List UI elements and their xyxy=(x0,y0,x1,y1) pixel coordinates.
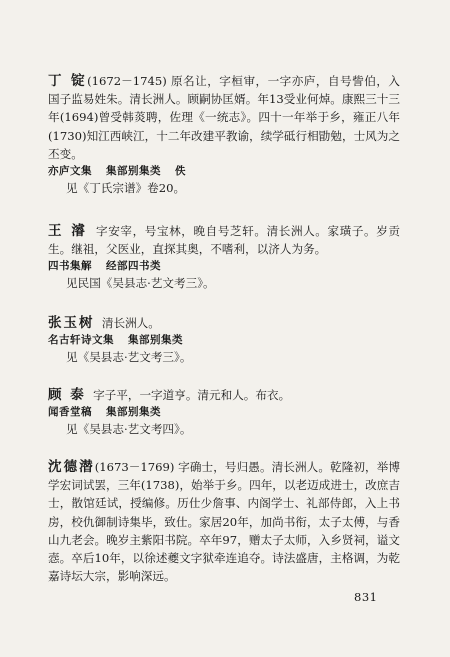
work-title: 闻香堂稿 xyxy=(48,406,92,419)
work-status: 佚 xyxy=(175,165,186,178)
entry-text: (1672－1745) 原名让，字桓审，一字亦庐，自号訾伯，入国子监易姓朱。清长洲人。顾嗣协匡婿。年13受业何焯。康熙三十三年(1694)曾受韩菼聘，佐理《一统志》。四十一年举于乡，雍正八年(1730)知江西峡江，十二年改建平教谕，续学砥行相勖勉，士风为之丕变。 xyxy=(48,74,400,161)
entry-paragraph xyxy=(48,458,400,585)
work-category: 集部别集类 xyxy=(128,334,183,347)
entry-head: 张玉树 xyxy=(48,315,95,331)
entry-head: 沈德潜 xyxy=(48,459,95,475)
work-category: 集部别集类 xyxy=(106,406,161,419)
entry-zhang xyxy=(48,314,400,366)
entry-source: 见《丁氏宗谱》卷20。 xyxy=(66,181,186,196)
entry-head: 王 濬 xyxy=(48,223,88,239)
entry-paragraph xyxy=(48,72,400,163)
work-category: 经部四书类 xyxy=(106,260,161,273)
entry-ding xyxy=(48,72,400,197)
work-category: 集部别集类 xyxy=(106,165,161,178)
entry-head: 丁 锭 xyxy=(48,73,88,89)
entry-text: 字子平，一字道亨。清元和人。布衣。 xyxy=(93,388,291,402)
entry-work-line xyxy=(48,258,400,274)
entry-gu xyxy=(48,386,400,438)
entry-shen xyxy=(48,458,400,585)
entry-text: 字安宰，号宝林，晚自号芝轩。清长洲人。家璜子。岁贡生。继祖，父医业，直探其奥，不嗜利，以济人为务。 xyxy=(48,224,400,257)
work-title: 名古轩诗文集 xyxy=(48,334,114,347)
entry-work-line xyxy=(48,404,400,420)
work-title: 四书集解 xyxy=(48,260,92,273)
entry-wang xyxy=(48,222,400,292)
entry-source: 见民国《吴县志·艺文考三》。 xyxy=(66,276,215,291)
work-title: 亦庐文集 xyxy=(48,165,92,178)
entry-paragraph xyxy=(48,222,400,258)
entry-source: 见《吴县志·艺文考三》。 xyxy=(66,350,192,365)
entry-text: (1673－1769) 字确士，号归愚。清长洲人。乾隆初，举博学宏词试罢，三年(1738)，始举于乡。四年，以老迈成进士，改庶吉士，散馆廷试，授编修。历仕少詹事、内阁学士、礼部侍郎，入上书房，校仇御制诗集毕，致仕。家居20年，加尚书衔，太子太傅，与香山九老会。晚岁主紫阳书院。卒年97，赠太子太师，入乡贤祠，谥文悫。卒后10年，以徐述夔文字狱牵连追夺。诗法盛唐，主格调，为乾嘉诗坛大宗，影响深远。 xyxy=(48,460,401,584)
entry-work-line xyxy=(48,332,400,348)
entry-work-line xyxy=(48,163,400,179)
entry-source: 见《吴县志·艺文考四》。 xyxy=(66,422,192,437)
page-number: 831 xyxy=(354,590,378,604)
entry-head: 顾 泰 xyxy=(48,387,86,403)
entry-paragraph xyxy=(48,314,400,332)
entry-paragraph xyxy=(48,386,400,404)
entry-text: 清长洲人。 xyxy=(101,316,160,330)
